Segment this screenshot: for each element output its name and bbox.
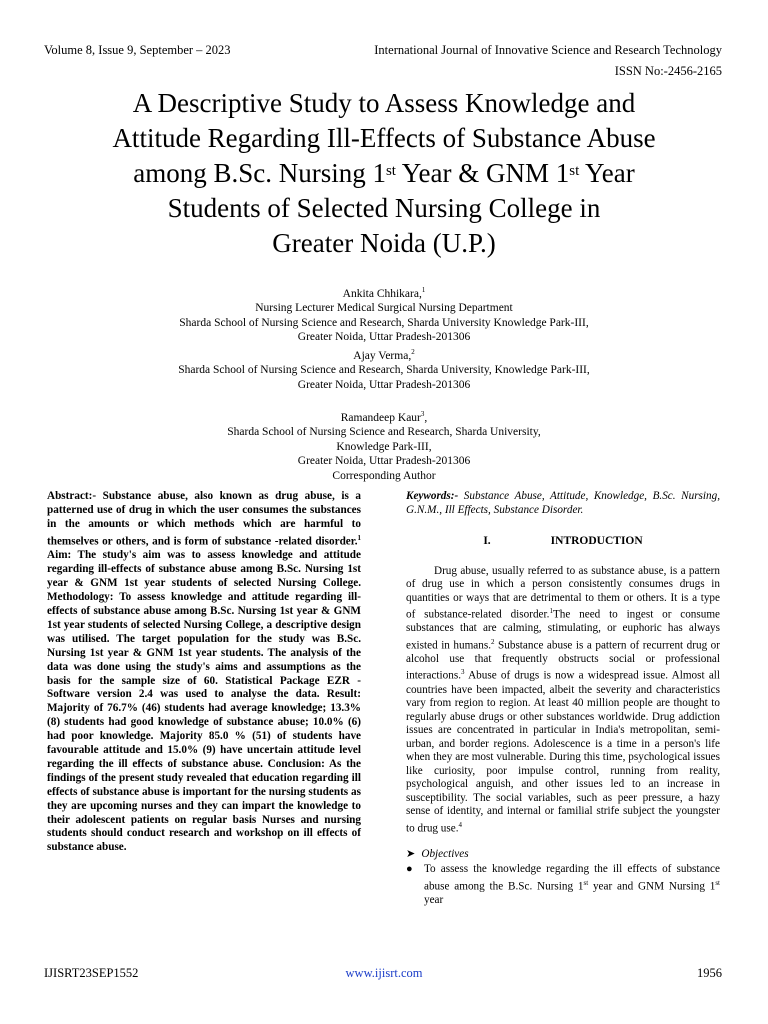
objective-text (424, 863, 720, 907)
section-title: INTRODUCTION (550, 535, 643, 547)
journal-url-link[interactable]: www.ijisrt.com (345, 966, 423, 980)
corresponding-author: Corresponding Author (332, 469, 436, 482)
title-line-3a: among B.Sc. Nursing 1 (133, 158, 386, 188)
author-block (40, 283, 728, 483)
right-column (406, 490, 720, 908)
issn: ISSN No:-2456-2165 (614, 64, 722, 78)
citation: 4 (458, 820, 463, 829)
affiliation: Greater Noida, Uttar Pradesh-201306 (297, 331, 471, 344)
author-sup: 2 (411, 347, 415, 356)
objective-text-part: year (424, 894, 444, 907)
affiliation: Knowledge Park-III, (336, 440, 432, 453)
keywords-label: Keywords:- (406, 490, 459, 502)
intro-text: Substance abuse is a pattern of recurrent drug or alcohol use that frequently obstructs social or professional interactions. (406, 639, 720, 683)
bullet-icon: ● (406, 863, 413, 876)
arrow-bullet-icon: ➤ (406, 847, 416, 860)
title-line-3c: Year (579, 158, 635, 188)
list-item (406, 863, 720, 907)
author-1 (40, 283, 728, 301)
affiliation: Sharda School of Nursing Science and Research, Sharda University, Knowledge Park-III, (178, 364, 590, 377)
objective-text-part: To assess the knowledge regarding the ill effects of substance abuse among the B.Sc. Nursing 1 (424, 863, 720, 893)
section-number: I. (483, 535, 491, 547)
citation: 3 (461, 668, 465, 677)
author-3 (40, 407, 728, 425)
keywords (406, 490, 720, 517)
objective-text-part: year and GNM Nursing 1 (588, 880, 716, 893)
affiliation: Greater Noida, Uttar Pradesh-201306 (297, 455, 471, 468)
title-line-4: Students of Selected Nursing College in (167, 193, 601, 223)
affiliation: Greater Noida, Uttar Pradesh-201306 (297, 378, 471, 391)
author-2 (40, 345, 728, 363)
objectives-heading (406, 848, 720, 862)
intro-text: The need to ingest or consume substances that are calming, stimulating, or euphoric has always existed in humans. (406, 608, 721, 652)
objective-sup: st (583, 878, 589, 887)
intro-text: Abuse of drugs is now a widespread issue. Almost all countries have been impacted, albeit the severity and characteristics vary from region to region. At least 40 million people are thought to regularly abuse drugs or other substances worldwide. Drug addiction issues are concentrated in particular in India's metropolitan, semi-urban, and border regions. Adolescence is a time in a person's life when they are most vulnerable. During this time, psychological issues like curiosity, poor impulse control, running from reality, psychological anguish, and other issues led to an increase in susceptibility. The social variables, such as peer pressure, a hazy sense of identity, and internal or familial strife subject the youngster to drug use. (406, 670, 720, 835)
article-code: IJISRT23SEP1552 (44, 966, 139, 980)
title-line-1: A Descriptive Study to Assess Knowledge and (132, 88, 636, 118)
journal-name: International Journal of Innovative Science and Research Technology (374, 43, 722, 57)
keywords-text: Substance Abuse, Attitude, Knowledge, B.Sc. Nursing, G.N.M., Ill Effects, Substance Disorder. (406, 490, 720, 516)
author-sup: 1 (421, 286, 426, 294)
citation: 1 (357, 533, 361, 542)
objective-sup: st (715, 878, 720, 887)
intro-paragraph (406, 565, 720, 836)
author-name: Ajay Verma, (353, 349, 412, 362)
page-number: 1956 (697, 966, 722, 980)
affiliation: Sharda School of Nursing Science and Research, Sharda University Knowledge Park-III, (179, 316, 589, 329)
abstract (47, 490, 361, 855)
affiliation: Nursing Lecturer Medical Surgical Nursing Department (255, 302, 513, 315)
paper-title (40, 86, 728, 261)
title-sup: st (385, 163, 396, 179)
objectives-label: Objectives (421, 847, 469, 860)
author-sup: 3 (420, 410, 425, 419)
affiliation: Sharda School of Nursing Science and Research, Sharda University, (227, 426, 541, 439)
citation: 1 (549, 607, 553, 615)
intro-text: Drug abuse, usually referred to as substance abuse, is a pattern of drug use in which a person consistently consumes drugs in quantities or ways that are detrimental to them or others. It is a type of substance-related disorder. (406, 564, 720, 621)
author-name: Ramandeep Kaur (340, 411, 421, 424)
author-name: Ankita Chhikara, (342, 287, 422, 300)
title-line-5: Greater Noida (U.P.) (272, 228, 496, 258)
abstract-text-1: Abstract:- Substance abuse, also known as drug abuse, is a patterned use of drug in which the user consumes the substances in the amounts or which methods which are harmful to themselves or others, and is form of substance -related disorder. (47, 490, 361, 548)
title-line-3b: Year & GNM 1 (395, 158, 570, 188)
title-sup: st (569, 163, 580, 179)
citation: 2 (491, 637, 495, 646)
title-line-2: Attitude Regarding Ill-Effects of Substance Abuse (112, 123, 656, 153)
abstract-text-2: Aim: The study's aim was to assess knowledge and attitude regarding ill-effects of substance abuse among B.Sc. Nursing 1st year & GNM 1st year students of selected Nursing College. Methodology: To assess knowledge and attitude regarding ill-effects of substance abuse among B.Sc. Nursing 1st year & GNM 1st year students of selected Nursing College, a descriptive design was utilised. The target population for the study was B.Sc. Nursing 1st year & GNM 1st year students. The analysis of the data was done using the study's aims and assumptions as the basis for the sample size of 60. Statistical Package EZR - Software version 2.4 was used to analyse the data. Result: Majority of 76.7% (46) students had average knowledge; 13.3% (8) students had good knowledge of substance abuse; 10.0% (6) had poor knowledge. Majority 85.0 % (51) of students have favourable attitude and 15.0% (9) have uncertain attitude level regarding the ill effects of substance abuse. Conclusion: As the findings of the present study revealed that education regarding ill effects of substance abuse is important for the nursing students as they are upcoming nurses and they can impart the knowledge to their adolescent patients on regular basis Nurses and nursing students should conduct research and workshop on ill effects of substance abuse. (47, 549, 361, 854)
author-comma: , (424, 411, 428, 424)
volume-info: Volume 8, Issue 9, September – 2023 (44, 43, 231, 57)
section-heading (406, 535, 720, 549)
